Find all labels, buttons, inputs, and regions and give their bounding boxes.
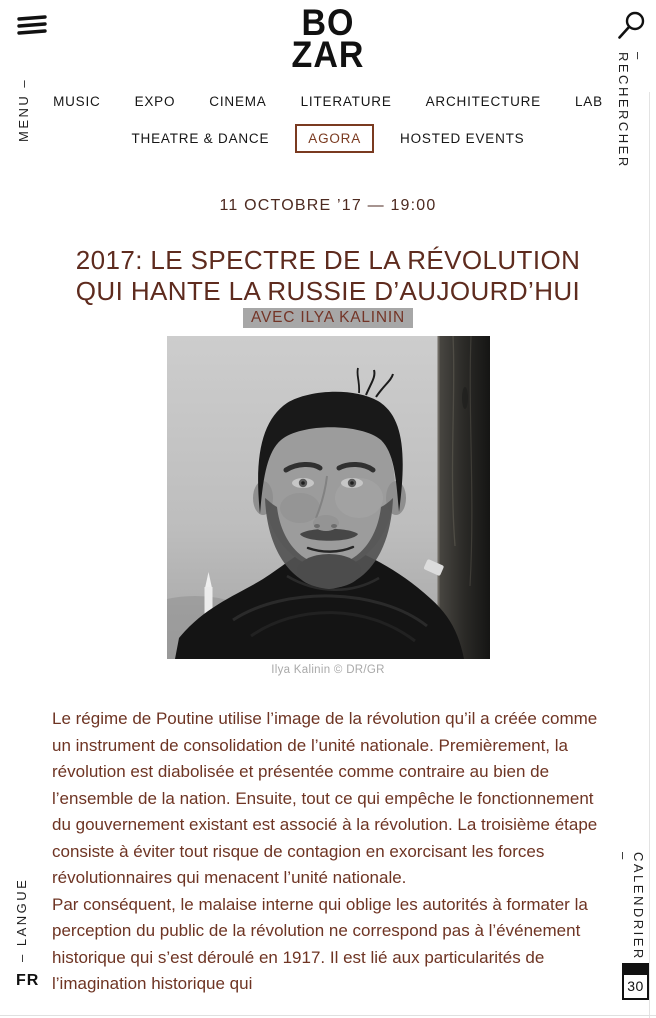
nav-item-architecture[interactable]: ARCHITECTURE (425, 94, 541, 110)
bozar-logo-line1: BO (301, 2, 355, 44)
nav-row-2 (0, 124, 656, 153)
nav-item-lab[interactable]: LAB (574, 94, 603, 110)
language-value[interactable]: FR (16, 972, 40, 989)
bottom-edge-divider (0, 1015, 656, 1016)
nav-item-music[interactable]: MUSIC (53, 94, 101, 110)
right-edge-divider (649, 92, 650, 1018)
main-navigation (0, 89, 656, 153)
nav-item-theatre-dance[interactable]: THEATRE & DANCE (131, 131, 270, 147)
photo-caption: Ilya Kalinin © DR/GR (271, 664, 385, 677)
nav-item-cinema[interactable]: CINEMA (209, 94, 267, 110)
event-datetime: 11 OCTOBRE ’17 — 19:00 (219, 197, 437, 215)
event-subtitle: AVEC ILYA KALININ (243, 308, 413, 328)
language-label[interactable]: – LANGUE (14, 877, 29, 962)
event-photo (167, 336, 490, 676)
nav-item-expo[interactable]: EXPO (134, 94, 176, 110)
portrait-image (167, 336, 490, 659)
article-paragraph-1: Le régime de Poutine utilise l’image de la révolution qu’il a créée comme un instrument de consolidation de l’unité nationale. Premièrement, la révolution est diabolisée et présentée comme contraire au bien de l’ensemble de la nation. Ensuite, tout ce qui empêche le fonctionnement du gouvernement existant est associé à la révolution. La troisième étape consiste à éviter tout risque de contagion en exorcisant les forces révolutionnaires qui menacent l’unité nationale. (52, 709, 598, 888)
bozar-logo[interactable] (0, 0, 656, 76)
nav-item-agora-active[interactable]: AGORA (295, 124, 374, 153)
event-subtitle-wrap (0, 308, 656, 328)
calendar-icon[interactable] (622, 963, 649, 1000)
search-label[interactable]: – RECHERCHER (616, 52, 646, 169)
calendar-day: 30 (627, 978, 644, 994)
calendar-icon-header (624, 965, 647, 975)
menu-label[interactable]: MENU – (16, 77, 31, 142)
bozar-logo-line2: ZAR (291, 34, 365, 76)
article-paragraph-2: Par conséquent, le malaise interne qui oblige les autorités à formater la perception du public de la révolution ne correspond pas à l’événement historique qui s’est déroulé en 1917. Il est lié aux particularités de l’imagination historique qui (52, 894, 588, 994)
nav-row-1 (0, 89, 656, 114)
nav-item-literature[interactable]: LITERATURE (300, 94, 392, 110)
nav-item-hosted-events[interactable]: HOSTED EVENTS (400, 131, 525, 147)
article-body (52, 706, 604, 998)
calendar-label[interactable]: CALENDRIER – (616, 852, 646, 961)
event-title: 2017: LE SPECTRE DE LA RÉVOLUTION QUI HANTE LA RUSSIE D’AUJOURD’HUI (75, 245, 581, 306)
